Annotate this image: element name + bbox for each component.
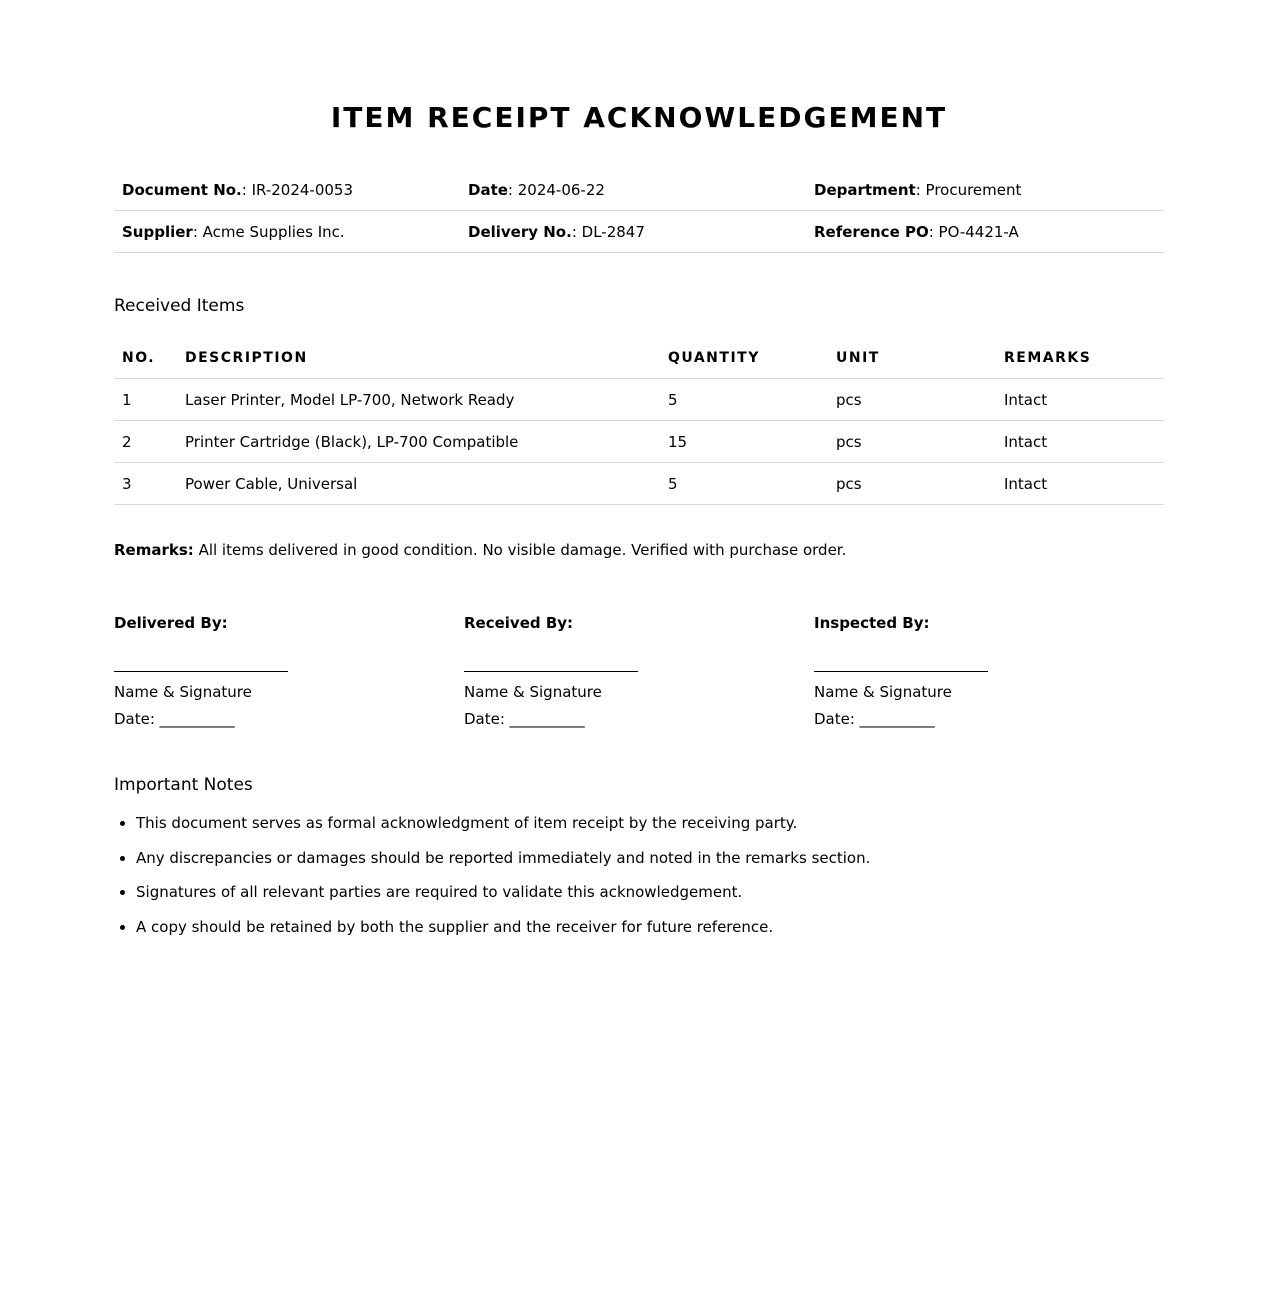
table-row (114, 379, 1164, 421)
received-items-title: Received Items (114, 296, 245, 316)
meta-label: Reference PO (814, 222, 929, 241)
cell-quantity: 15 (660, 421, 828, 463)
signature-caption: Name & Signature (114, 683, 252, 701)
table-row (114, 421, 1164, 463)
meta-label: Delivery No. (468, 222, 572, 241)
cell-remarks: Intact (996, 379, 1164, 421)
document-page (114, 0, 1164, 950)
list-item: • This document serves as formal acknowledgment of item receipt by the receiving party. (136, 812, 1164, 847)
document-title: ITEM RECEIPT ACKNOWLEDGEMENT (330, 101, 948, 134)
meta-value: 2024-06-22 (517, 180, 605, 199)
meta-value: Acme Supplies Inc. (202, 222, 345, 241)
meta-value: PO-4421-A (938, 222, 1019, 241)
cell-no: 1 (114, 379, 177, 421)
signature-line (464, 671, 638, 672)
cell-unit: pcs (828, 463, 996, 505)
table-row (114, 463, 1164, 505)
meta-label: Date (468, 180, 508, 199)
header-quantity: QUANTITY (660, 337, 828, 379)
meta-value: DL-2847 (581, 222, 645, 241)
cell-remarks: Intact (996, 421, 1164, 463)
cell-unit: pcs (828, 379, 996, 421)
meta-department: Department: Procurement (806, 169, 1164, 211)
header-unit: UNIT (828, 337, 996, 379)
cell-quantity: 5 (660, 379, 828, 421)
cell-remarks: Intact (996, 463, 1164, 505)
signature-heading: Delivered By: (114, 614, 228, 632)
signature-caption: Name & Signature (464, 683, 602, 701)
table-header-row (114, 337, 1164, 379)
signature-date: Date: __________ (814, 710, 935, 728)
important-notes-title: Important Notes (114, 775, 253, 795)
signature-date: Date: __________ (464, 710, 585, 728)
meta-label: Supplier (122, 222, 193, 241)
list-item: • Any discrepancies or damages should be reported immediately and noted in the remarks section. (136, 847, 1164, 882)
meta-date: Date: 2024-06-22 (460, 169, 806, 211)
meta-value: Procurement (925, 180, 1022, 199)
meta-reference-po: Reference PO: PO-4421-A (806, 211, 1164, 253)
signature-section (114, 612, 1164, 730)
signature-heading: Received By: (464, 614, 574, 632)
header-remarks: REMARKS (996, 337, 1164, 379)
document-meta-table (114, 169, 1164, 253)
important-notes-list (114, 812, 1164, 950)
remarks-section (114, 538, 1164, 562)
list-item: • Signatures of all relevant parties are required to validate this acknowledgement. (136, 881, 1164, 916)
signature-heading: Inspected By: (814, 614, 930, 632)
remarks-label: Remarks: (114, 541, 194, 559)
meta-label: Document No. (122, 180, 242, 199)
signature-inspected-by (814, 612, 1164, 730)
cell-no: 3 (114, 463, 177, 505)
meta-supplier: Supplier: Acme Supplies Inc. (114, 211, 460, 253)
signature-delivered-by (114, 612, 464, 730)
meta-document-no: Document No.: IR-2024-0053 (114, 169, 460, 211)
received-items-table (114, 337, 1164, 505)
signature-date: Date: __________ (114, 710, 235, 728)
signature-line (114, 671, 288, 672)
meta-delivery-no: Delivery No.: DL-2847 (460, 211, 806, 253)
meta-row (114, 169, 1164, 211)
meta-value: IR-2024-0053 (251, 180, 354, 199)
list-item: • A copy should be retained by both the supplier and the receiver for future reference. (136, 916, 1164, 951)
meta-row (114, 211, 1164, 253)
header-no: NO. (114, 337, 177, 379)
signature-caption: Name & Signature (814, 683, 952, 701)
cell-description: Laser Printer, Model LP-700, Network Ready (177, 379, 660, 421)
cell-quantity: 5 (660, 463, 828, 505)
cell-description: Printer Cartridge (Black), LP-700 Compatible (177, 421, 660, 463)
signature-received-by (464, 612, 814, 730)
header-description: DESCRIPTION (177, 337, 660, 379)
cell-unit: pcs (828, 421, 996, 463)
signature-line (814, 671, 988, 672)
remarks-text: All items delivered in good condition. No visible damage. Verified with purchase order. (198, 541, 847, 559)
cell-no: 2 (114, 421, 177, 463)
meta-label: Department (814, 180, 916, 199)
cell-description: Power Cable, Universal (177, 463, 660, 505)
